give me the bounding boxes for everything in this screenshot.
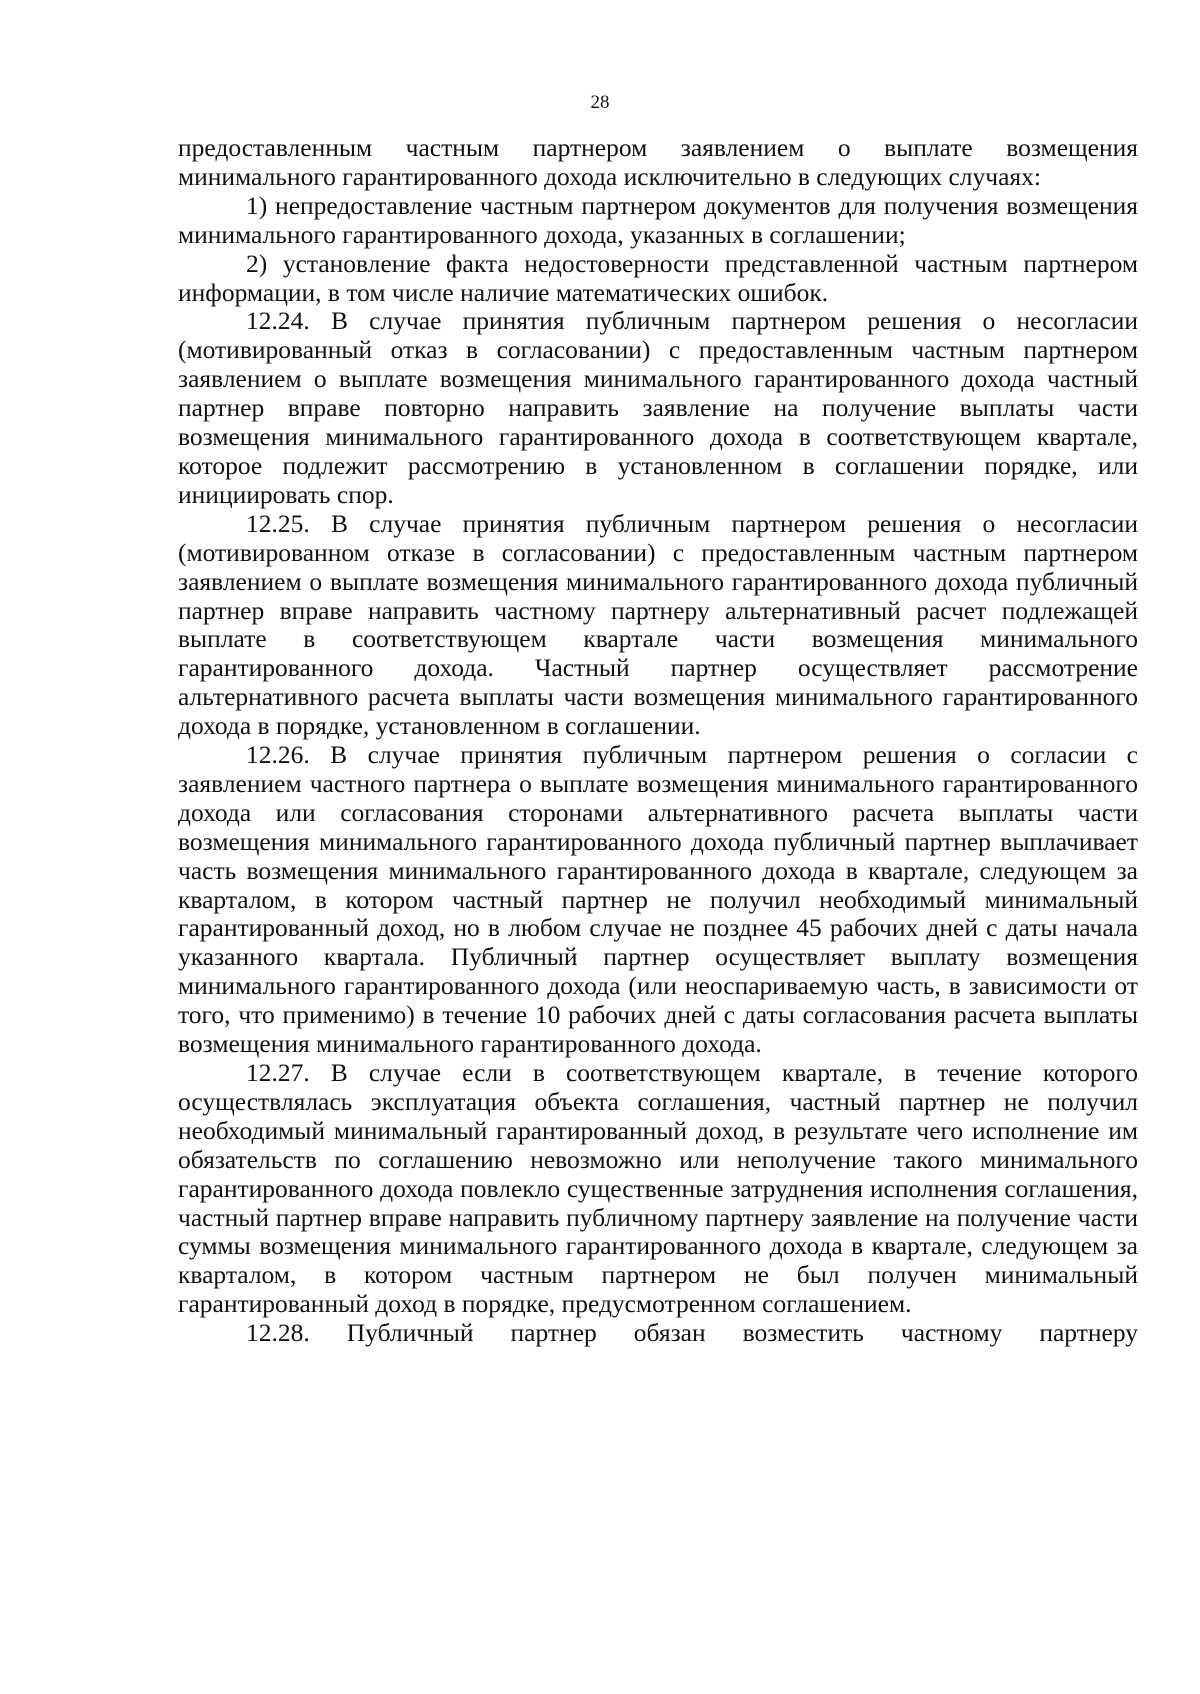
paragraph-12-28: 12.28. Публичный партнер обязан возместить частному партнеру [246,1318,1138,1348]
list-item-2: 2) установление факта недостоверности представленной частным партнером информации, в том числе наличие математических ошибок. [178,248,1138,307]
list-item-1: 1) непредоставление частным партнером документов для получения возмещения минимального гарантированного дохода, указанных в соглашении; [178,190,1138,249]
paragraph-12-25: 12.25. В случае принятия публичным партнером решения о несогласии (мотивированном отказе в согласовании) с предоставленным частным партнером заявлением о выплате возмещения минимального гарантированного дохода публичный партнер вправе направить частному партнеру альтернативный расчет подлежащей выплате в соответствующем квартале части возмещения минимального гарантированного дохода. Частный партнер осуществляет рассмотрение альтернативного расчета выплаты части возмещения минимального гарантированного дохода в порядке, установленном в соглашении. [178,508,1138,741]
page-number: 28 [590,92,610,113]
paragraph-12-27: 12.27. В случае если в соответствующем квартале, в течение которого осуществлялась эксплуатация объекта соглашения, частный партнер не получил необходимый минимальный гарантированный доход, в результате чего исполнение им обязательств по соглашению невозможно или неполучение такого минимального гарантированного дохода повлекло существенные затруднения исполнения соглашения, частный партнер вправе направить публичному партнеру заявление на получение части суммы возмещения минимального гарантированного дохода в квартале, следующем за кварталом, в котором частным партнером не был получен минимальный гарантированный доход в порядке, предусмотренном соглашением. [178,1058,1138,1319]
paragraph-continuation: предоставленным частным партнером заявлением о выплате возмещения минимального гарантированного дохода исключительно в следующих случаях: [178,133,1138,191]
paragraph-12-26: 12.26. В случае принятия публичным партнером решения о согласии с заявлением частного партнера о выплате возмещения минимального гарантированного дохода или согласования сторонами альтернативного расчета выплаты части возмещения минимального гарантированного дохода публичный партнер выплачивает часть возмещения минимального гарантированного дохода в квартале, следующем за кварталом, в котором частный партнер не получил необходимый минимальный гарантированный доход, но в любом случае не позднее 45 рабочих дней с даты начала указанного квартала. Публичный партнер осуществляет выплату возмещения минимального гарантированного дохода (или неоспариваемую часть, в зависимости от того, что применимо) в течение 10 рабочих дней с даты согласования расчета выплаты возмещения минимального гарантированного дохода. [178,740,1138,1059]
document-body [178,134,1138,1348]
paragraph-12-24: 12.24. В случае принятия публичным партнером решения о несогласии (мотивированный отказ в согласовании) с предоставленным частным партнером заявлением о выплате возмещения минимального гарантированного дохода частный партнер вправе повторно направить заявление на получение выплаты части возмещения минимального гарантированного дохода в соответствующем квартале, которое подлежит рассмотрению в установленном в соглашении порядке, или инициировать спор. [178,306,1138,509]
